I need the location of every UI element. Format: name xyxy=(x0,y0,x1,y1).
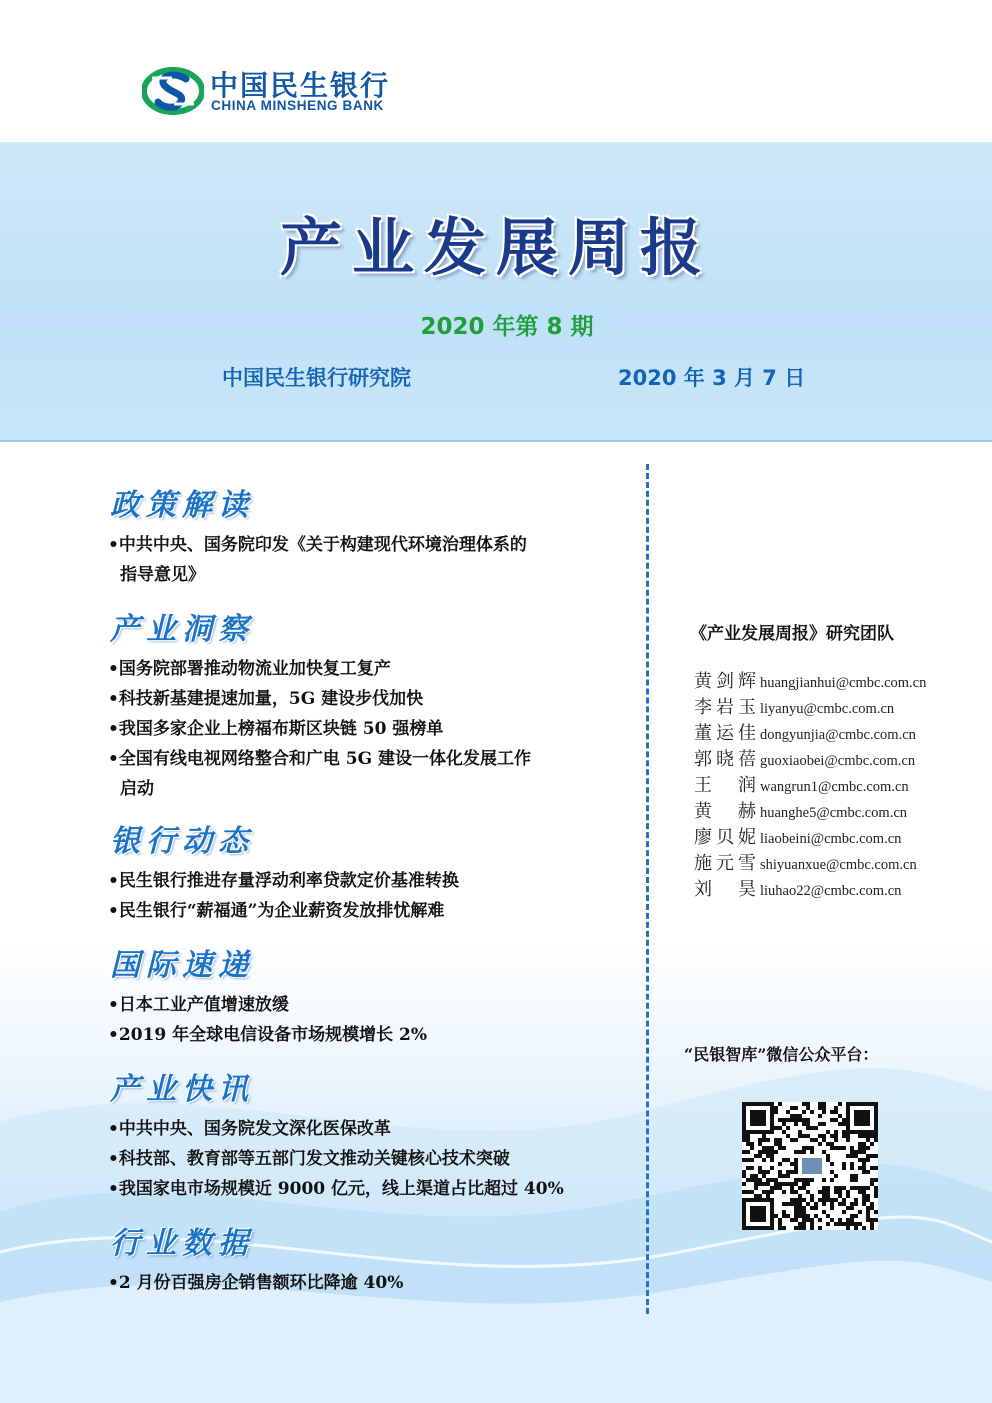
team-member xyxy=(694,799,907,825)
section-title: 国际速递 xyxy=(110,948,254,983)
member-email[interactable]: huangjianhui@cmbc.com.cn xyxy=(760,675,927,691)
minsheng-logo-icon xyxy=(142,66,204,116)
item-line: •科技部、教育部等五部门发文推动关键核心技术突破 xyxy=(108,1149,510,1169)
section-title: 行业数据 xyxy=(110,1226,254,1261)
bank-name-en: CHINA MINSHENG BANK xyxy=(211,98,384,113)
team-member xyxy=(694,825,901,851)
item-line: •日本工业产值增速放缓 xyxy=(108,995,289,1015)
section-item xyxy=(108,896,618,926)
team-member xyxy=(694,695,894,721)
member-email[interactable]: liuhao22@cmbc.com.cn xyxy=(760,883,902,899)
item-line: •中共中央、国务院发文深化医保改革 xyxy=(108,1119,391,1139)
item-line: •2019 年全球电信设备市场规模增长 2% xyxy=(108,1025,427,1045)
item-line: •中共中央、国务院印发《关于构建现代环境治理体系的 xyxy=(108,535,527,555)
section-title: 政策解读 xyxy=(110,488,254,523)
report-date: 2020 年 3 月 7 日 xyxy=(618,366,806,390)
member-name: 黄赫 xyxy=(694,801,756,822)
member-name: 董运佳 xyxy=(694,723,756,744)
team-member xyxy=(694,851,917,877)
section-item xyxy=(108,1174,618,1204)
team-title: 《产业发展周报》研究团队 xyxy=(690,624,894,644)
section-item xyxy=(108,1114,618,1144)
item-line: •科技新基建提速加量，5G 建设步伐加快 xyxy=(108,689,424,709)
member-name: 黄剑辉 xyxy=(694,671,756,692)
section-item xyxy=(108,866,618,896)
section-item xyxy=(108,654,618,684)
organization: 中国民生银行研究院 xyxy=(222,366,411,390)
member-email[interactable]: wangrun1@cmbc.com.cn xyxy=(760,779,909,795)
item-line: 指导意见》 xyxy=(120,565,205,585)
member-name: 王润 xyxy=(694,775,756,796)
title-banner xyxy=(0,142,992,442)
content-area xyxy=(0,442,992,1403)
team-member xyxy=(694,747,915,773)
wechat-label: “民银智库”微信公众平台： xyxy=(684,1045,879,1064)
item-line: 启动 xyxy=(120,779,154,799)
member-email[interactable]: huanghe5@cmbc.com.cn xyxy=(760,805,908,821)
section-item xyxy=(108,1268,618,1298)
member-name: 刘昊 xyxy=(694,879,756,900)
member-email[interactable]: liyanyu@cmbc.com.cn xyxy=(760,701,895,717)
section-title: 银行动态 xyxy=(110,824,254,859)
item-line: •国务院部署推动物流业加快复工复产 xyxy=(108,659,391,679)
member-name: 李岩玉 xyxy=(694,697,756,718)
item-line: •民生银行推进存量浮动利率贷款定价基准转换 xyxy=(108,871,459,891)
item-line: •我国家电市场规模近 9000 亿元，线上渠道占比超过 40% xyxy=(108,1179,564,1199)
section-item xyxy=(108,744,618,804)
column-divider xyxy=(646,464,649,1314)
page-header xyxy=(0,0,992,142)
section-item xyxy=(108,714,618,744)
team-member xyxy=(694,877,901,903)
member-name: 郭晓蓓 xyxy=(694,749,756,770)
item-line: •2 月份百强房企销售额环比降逾 40% xyxy=(108,1273,404,1293)
member-email[interactable]: dongyunjia@cmbc.com.cn xyxy=(760,727,916,743)
section-item xyxy=(108,684,618,714)
section-item xyxy=(108,1144,618,1174)
bank-name-cn: 中国民生银行 xyxy=(210,69,391,102)
member-email[interactable]: liaobeini@cmbc.com.cn xyxy=(760,831,902,847)
section-item xyxy=(108,1020,618,1050)
member-email[interactable]: guoxiaobei@cmbc.com.cn xyxy=(760,753,916,769)
section-item xyxy=(108,990,618,1020)
item-line: •民生银行“薪福通”为企业薪资发放排忧解难 xyxy=(108,901,445,921)
item-line: •我国多家企业上榜福布斯区块链 50 强榜单 xyxy=(108,719,444,739)
member-email[interactable]: shiyuanxue@cmbc.com.cn xyxy=(760,857,917,873)
member-name: 施元雪 xyxy=(694,853,756,874)
section-title: 产业快讯 xyxy=(110,1072,254,1107)
section-title: 产业洞察 xyxy=(110,612,254,647)
issue-number: 2020 年第 8 期 xyxy=(420,314,594,340)
report-title: 产业发展周报 xyxy=(279,211,712,284)
qr-code-icon xyxy=(742,1102,878,1230)
team-member xyxy=(694,669,926,695)
section-item xyxy=(108,530,618,590)
member-name: 廖贝妮 xyxy=(694,827,756,848)
team-member xyxy=(694,773,909,799)
team-member xyxy=(694,721,916,747)
item-line: •全国有线电视网络整合和广电 5G 建设一体化发展工作 xyxy=(108,749,532,769)
